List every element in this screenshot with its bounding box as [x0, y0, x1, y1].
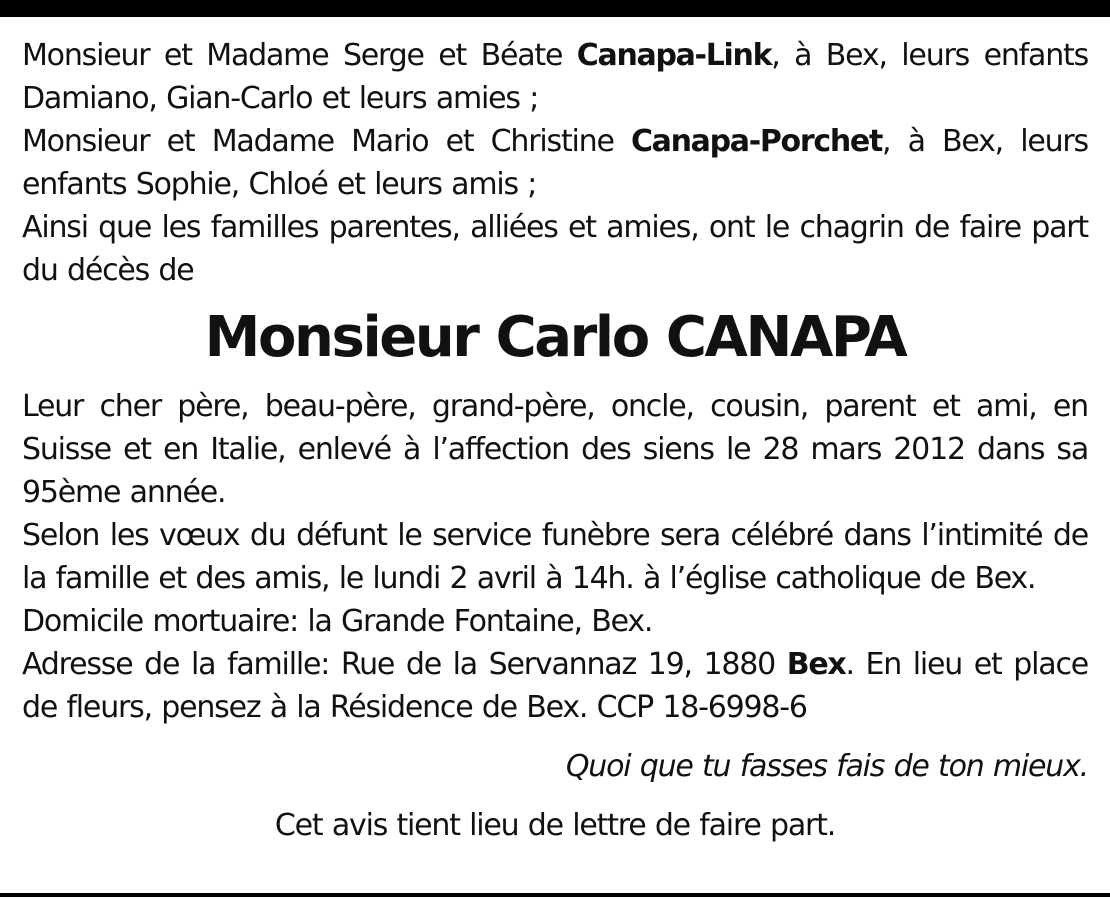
top-border-rule [0, 0, 1110, 17]
relation-paragraph: Leur cher père, beau-père, grand-père, oncle, cousin, parent et ami, en Suisse et en Italie, enlevé à l’affection des siens le 28 mars 2012 dans sa 95ème année. [22, 389, 1088, 510]
address-paragraph [22, 643, 1088, 729]
family-2-intro: Monsieur et Madame Mario et Christine [22, 124, 631, 159]
address-text: Adresse de la famille: Rue de la Servannaz 19, 1880 [22, 647, 787, 682]
family-paragraph-1 [22, 34, 1088, 120]
address-end: . [845, 647, 854, 682]
family-2-rest: , à Bex, leurs enfants Sophie, Chloé et leurs amis ; [22, 124, 1088, 202]
family-paragraph-2 [22, 120, 1088, 206]
motto: Quoi que tu fasses fais de ton mieux. [565, 749, 1088, 784]
domicile-paragraph: Domicile mortuaire: la Grande Fontaine, Bex. [22, 604, 653, 639]
family-1-surname: Canapa-Link [576, 38, 772, 73]
family-1-rest: , à Bex, leurs enfants Damiano, Gian-Carlo et leurs amies ; [22, 38, 1089, 116]
obituary-notice [22, 34, 1088, 847]
deceased-name-heading: Monsieur Carlo CANAPA [204, 305, 906, 370]
bottom-border-rule [0, 893, 1110, 897]
service-paragraph: Selon les vœux du défunt le service funèbre sera célébré dans l’intimité de la famille et des amis, le lundi 2 avril à 14h. à l’église catholique de Bex. [22, 518, 1088, 596]
families-announcement: Ainsi que les familles parentes, alliées et amies, ont le chagrin de faire part du décès de [22, 210, 1088, 288]
family-1-intro: Monsieur et Madame Serge et Béate [22, 38, 577, 73]
flowers-text: En lieu et place de fleurs, pensez à la Résidence de Bex. CCP 18-6998-6 [22, 647, 1089, 725]
address-city: Bex [786, 647, 846, 682]
family-2-surname: Canapa-Porchet [630, 124, 882, 159]
closing-line: Cet avis tient lieu de lettre de faire part. [274, 808, 836, 843]
